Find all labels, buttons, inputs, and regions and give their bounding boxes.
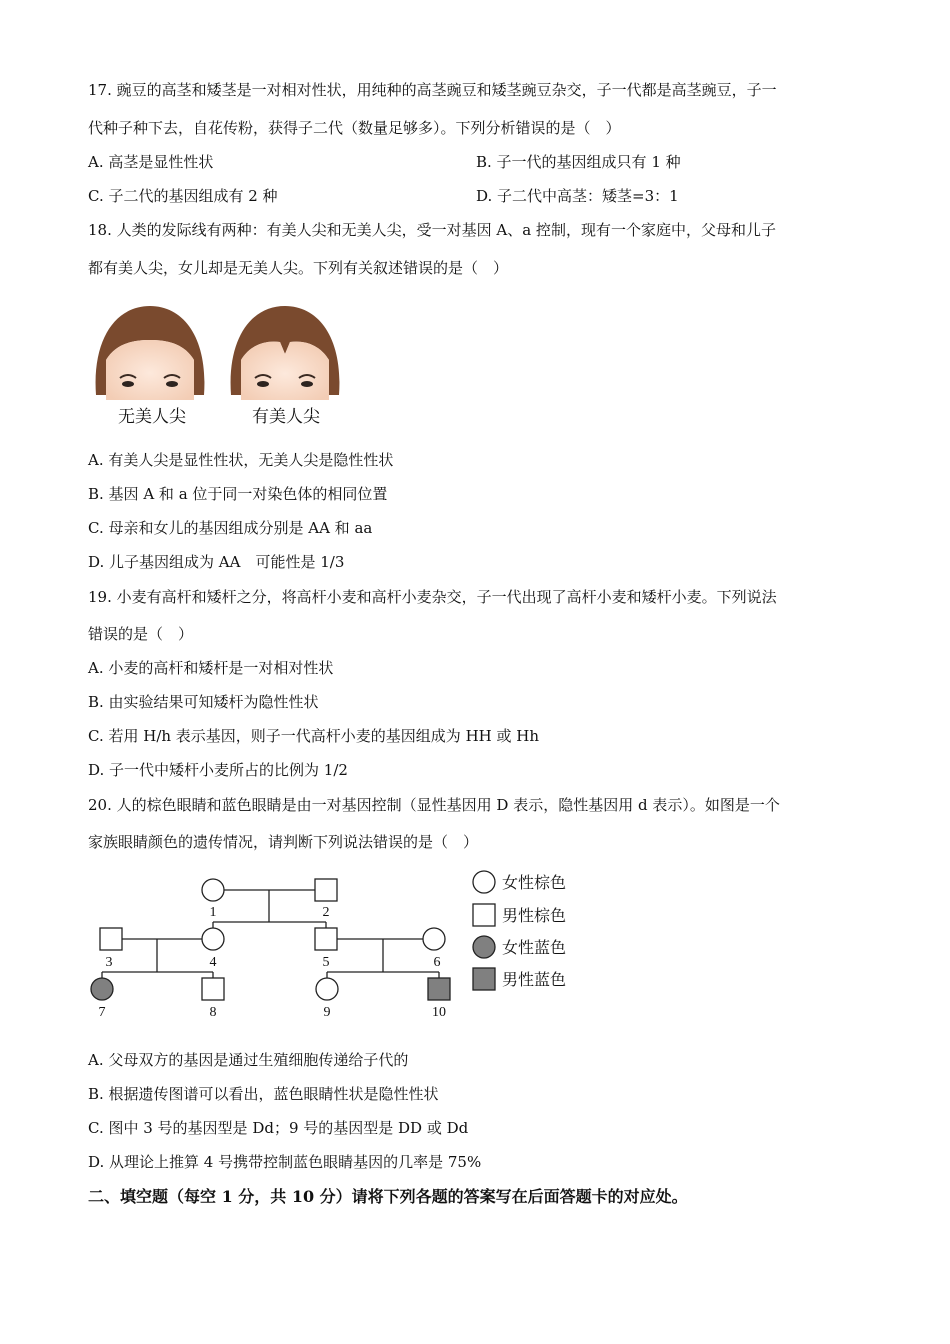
pedigree-number-4: 4 (209, 955, 217, 970)
legend-female-brown: 女性棕色 (502, 873, 567, 892)
pedigree-number-2: 2 (322, 905, 330, 920)
pedigree-number-3: 3 (105, 955, 113, 970)
pedigree-number-5: 5 (322, 955, 330, 970)
q20-option-c: C. 图中 3 号的基因型是 Dd；9 号的基因型是 DD 或 Dd (88, 1119, 469, 1137)
q20-option-a: A. 父母双方的基因是通过生殖细胞传递给子代的 (88, 1051, 409, 1069)
pedigree-number-1: 1 (209, 905, 217, 920)
individual-1-female-brown (202, 879, 224, 901)
individual-3-male-brown (100, 928, 122, 950)
individual-6-female-brown (423, 928, 445, 950)
q18-option-b: B. 基因 A 和 a 位于同一对染色体的相同位置 (88, 485, 388, 503)
legend-female-blue-symbol (473, 936, 495, 958)
q20-stem-line1: 20. 人的棕色眼睛和蓝色眼睛是由一对基因控制（显性基因用 D 表示，隐性基因用 d 表示）。如图是一个 (88, 796, 780, 814)
q18-option-c: C. 母亲和女儿的基因组成分别是 AA 和 aa (88, 519, 373, 537)
q18-option-a: A. 有美人尖是显性性状，无美人尖是隐性性状 (88, 451, 394, 469)
q17-option-d: D. 子二代中高茎：矮茎=3：1 (476, 187, 679, 205)
q19-option-b: B. 由实验结果可知矮杆为隐性性状 (88, 693, 319, 711)
individual-4-female-brown (202, 928, 224, 950)
individual-10-male-blue (428, 978, 450, 1000)
pedigree-number-8: 8 (209, 1005, 217, 1020)
individual-9-female-brown (316, 978, 338, 1000)
label-widows-peak: 有美人尖 (252, 407, 320, 427)
individual-8-male-brown (202, 978, 224, 1000)
q20-option-b: B. 根据遗传图谱可以看出，蓝色眼睛性状是隐性性状 (88, 1085, 439, 1103)
q17-option-b: B. 子一代的基因组成只有 1 种 (476, 153, 681, 171)
face-no-widows-peak (96, 306, 205, 400)
q17-option-a: A. 高茎是显性性状 (88, 153, 214, 171)
q19-stem-line2: 错误的是（ ） (88, 625, 194, 643)
pedigree-number-10: 10 (432, 1005, 446, 1020)
pedigree-number-6: 6 (433, 955, 441, 970)
q17-stem-line2: 代种子种下去，自花传粉，获得子二代（数量足够多）。下列分析错误的是（ ） (88, 119, 621, 137)
q18-stem-line2: 都有美人尖，女儿却是无美人尖。下列有关叙述错误的是（ ） (88, 259, 509, 277)
legend-male-blue-symbol (473, 968, 495, 990)
legend-female-brown-symbol (473, 871, 495, 893)
individual-2-male-brown (315, 879, 337, 901)
q18-option-d: D. 儿子基因组成为 AA 可能性是 1/3 (88, 553, 345, 571)
face-widows-peak (231, 306, 340, 400)
q18-stem-line1: 18. 人类的发际线有两种：有美人尖和无美人尖，受一对基因 A、a 控制，现有一个家庭中，父母和儿子 (88, 221, 776, 239)
section-2-heading: 二、填空题（每空 1 分，共 10 分）请将下列各题的答案写在后面答题卡的对应处。 (88, 1187, 688, 1206)
pedigree-number-9: 9 (323, 1005, 331, 1020)
q17-option-c: C. 子二代的基因组成有 2 种 (88, 187, 278, 205)
q19-option-d: D. 子一代中矮杆小麦所占的比例为 1/2 (88, 761, 348, 779)
pedigree-number-7: 7 (98, 1005, 106, 1020)
legend-male-blue: 男性蓝色 (502, 970, 567, 989)
legend-female-blue: 女性蓝色 (502, 938, 567, 957)
q19-option-a: A. 小麦的高杆和矮杆是一对相对性状 (88, 659, 334, 677)
hairline-figure (90, 300, 350, 432)
q17-stem-line1: 17. 豌豆的高茎和矮茎是一对相对性状，用纯种的高茎豌豆和矮茎豌豆杂交，子一代都是高茎豌豆，子一 (88, 81, 777, 99)
individual-5-male-brown (315, 928, 337, 950)
q20-option-d: D. 从理论上推算 4 号携带控制蓝色眼睛基因的几率是 75% (88, 1153, 482, 1171)
q20-stem-line2: 家族眼睛颜色的遗传情况，请判断下列说法错误的是（ ） (88, 833, 479, 851)
legend-male-brown: 男性棕色 (502, 906, 567, 925)
individual-7-female-blue (91, 978, 113, 1000)
pedigree-chart (85, 868, 585, 1028)
legend-male-brown-symbol (473, 904, 495, 926)
q19-stem-line1: 19. 小麦有高杆和矮杆之分，将高杆小麦和高杆小麦杂交，子一代出现了高杆小麦和矮杆小麦。下列说法 (88, 588, 777, 606)
label-no-widows-peak: 无美人尖 (118, 407, 186, 427)
q19-option-c: C. 若用 H/h 表示基因，则子一代高杆小麦的基因组成为 HH 或 Hh (88, 727, 540, 745)
